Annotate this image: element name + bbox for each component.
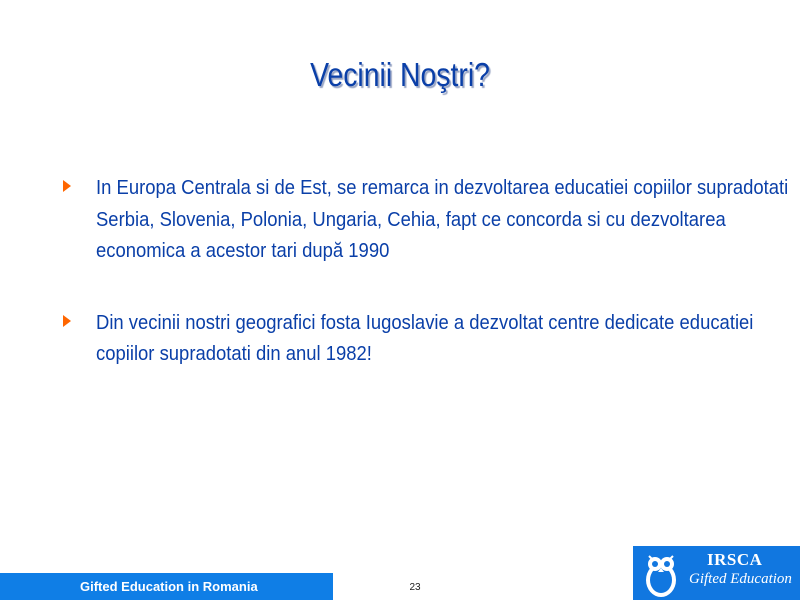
bullet-item	[60, 172, 790, 267]
slide-title: Vecinii Noştri?	[310, 56, 490, 93]
bullet-marker-icon	[63, 180, 71, 192]
footer-bar	[0, 573, 333, 600]
bullet-list	[60, 172, 790, 410]
logo-name: IRSCA	[707, 550, 763, 569]
bullet-marker-icon	[63, 315, 71, 327]
bullet-text: In Europa Centrala si de Est, se remarca in dezvoltarea educatiei copiilor supradotati Serbia, Slovenia, Polonia, Ungaria, Cehia, fapt ce concorda si cu dezvoltarea economica a acestor tari după 1990	[96, 176, 789, 262]
page-number: 23	[409, 582, 421, 593]
owl-icon	[641, 550, 681, 598]
irsca-logo	[633, 546, 800, 600]
bullet-text: Din vecinii nostri geografici fosta Iugoslavie a dezvoltat centre dedicate educatiei copiilor supradotati din anul 1982!	[96, 310, 754, 365]
logo-tagline: Gifted Education	[689, 571, 792, 587]
bullet-item	[60, 307, 790, 370]
footer-label: Gifted Education in Romania	[80, 579, 258, 594]
